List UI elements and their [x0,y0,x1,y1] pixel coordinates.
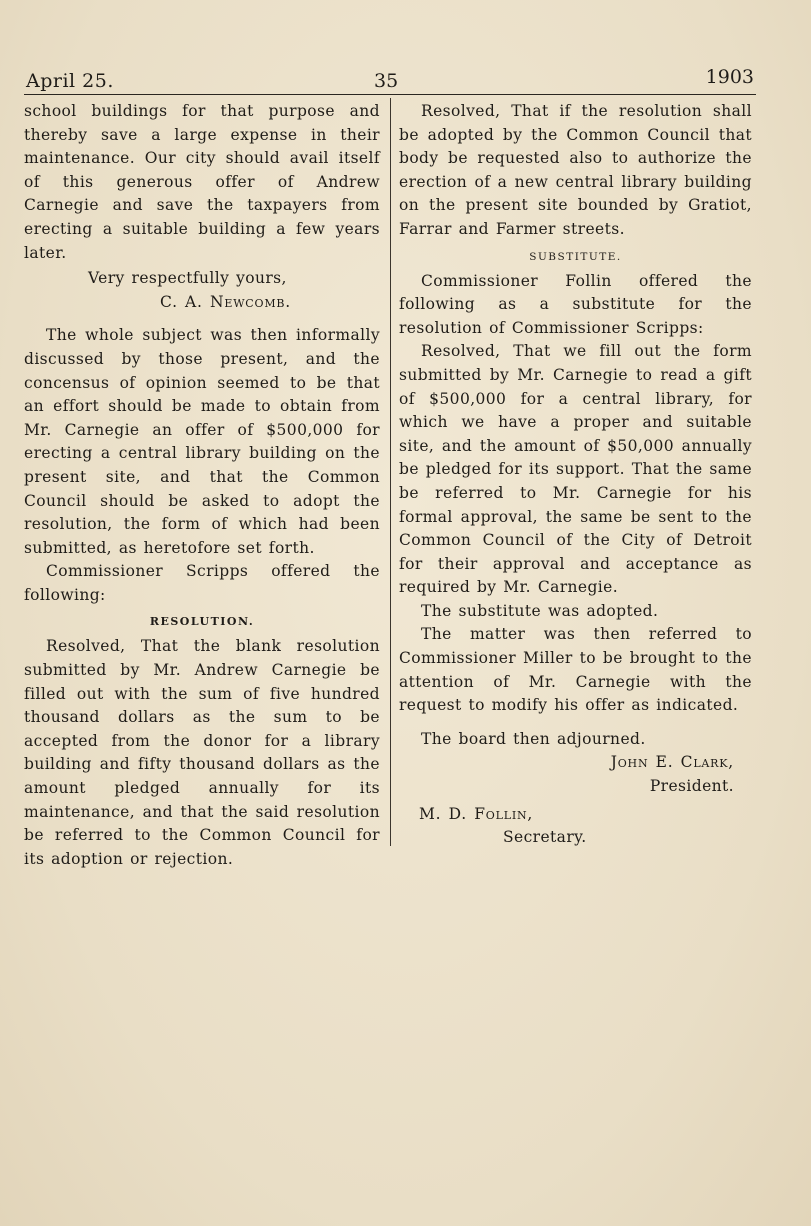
referral-paragraph: The matter was then referred to Commissioner Miller to be brought to the attention of Mr. Carnegie with the request to modify his offer as indicated. [399,625,752,715]
president-name: John E. Clark, [610,753,734,772]
follin-offer-paragraph: Commissioner Follin offered the following as a substitute for the resolution of Commissioner Scripps: [399,271,752,337]
column-divider [390,98,391,846]
substitute-adopted-paragraph: The substitute was adopted. [421,601,659,620]
letter-signature: C. A. Newcomb. [160,292,292,311]
resolution-heading: RESOLUTION. [149,615,255,629]
spacer [399,718,752,728]
discussion-paragraph: The whole subject was then informally discussed by those present, and the concensus of opinion seemed to be that an effort should be made to obtain from Mr. Carnegie an offer of $500,000 for erecting a central library building on the present site, and that the Common Council should be asked to adopt the resolution, the form of which had been submitted, as heretofore set forth. [24,326,380,557]
letter-conclusion-paragraph: school buildings for that purpose and thereby save a large expense in their maintenance. Our city should avail itself of this generous offer of Andrew Carnegie and save the taxpayers from erecting a suitable building a few years later. [24,102,380,262]
resolution-continued-paragraph: Resolved, That if the resolution shall be adopted by the Common Council that body be requested also to authorize the erection of a new central library building on the present site bounded by Gratiot, Farrar and Farmer streets. [399,102,752,238]
substitute-heading: SUBSTITUTE. [529,250,622,263]
adjournment-paragraph: The board then adjourned. [421,729,646,748]
page-header [24,64,756,95]
secretary-name: M. D. Follin, [419,804,534,823]
substitute-resolution-paragraph: Resolved, That we fill out the form submitted by Mr. Carnegie to read a gift of $500,000 for a central library, for which we have a proper and suitable site, and the amount of $50,000 annually be pledged for its support. That the same be referred to Mr. Carnegie for his formal approval, the same be sent to the Common Council of the City of Detroit for their approval and acceptance as required by Mr. Carnegie. [399,342,753,597]
scripps-offer-paragraph: Commissioner Scripps offered the following: [24,562,380,604]
president-title: President. [649,777,734,796]
resolution-paragraph: Resolved, That the blank resolution submitted by Mr. Andrew Carnegie be filled out with the sum of five hundred thousand dollars as the sum to be accepted from the donor for a library building and fifty thousand dollars as the amount pledged annually for its maintenance, and that the said resolution be referred to the Common Council for its adoption or rejection. [24,637,380,868]
header-date: April 25. [26,70,114,92]
header-year: 1903 [705,66,754,88]
spacer [24,314,380,324]
letter-closing: Very respectfully yours, [88,269,287,288]
left-column [24,100,380,871]
secretary-title: Secretary. [503,828,587,847]
page-number: 35 [374,70,399,92]
right-column [399,100,752,850]
